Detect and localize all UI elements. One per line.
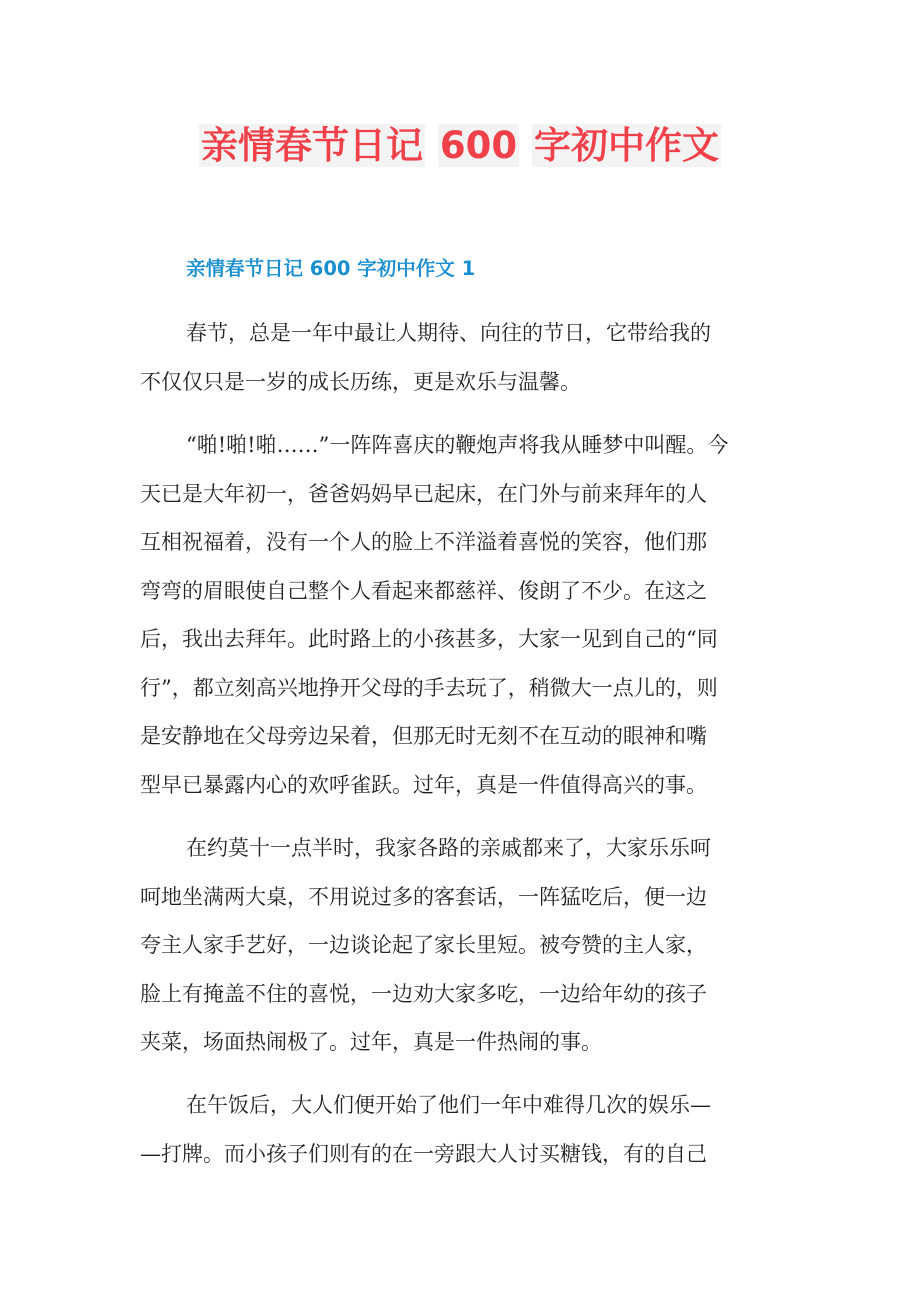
paragraph-line: 呵地坐满两大桌，不用说过多的客套话，一阵猛吃后，便一边 [140, 884, 707, 909]
paragraph-line: 弯弯的眉眼使自己整个人看起来都慈祥、俊朗了不少。在这之 [140, 578, 707, 603]
paragraph-line: —打牌。而小孩子们则有的在一旁跟大人讨买糖钱，有的自己 [140, 1141, 707, 1166]
paragraph-line: 互相祝福着，没有一个人的脸上不洋溢着喜悦的笑容，他们那 [140, 530, 707, 554]
paragraph-line: 天已是大年初一，爸爸妈妈早已起床，在门外与前来拜年的人 [140, 481, 707, 506]
paragraph-line: 不仅仅只是一岁的成长历练，更是欢乐与温馨。 [140, 369, 581, 394]
paragraph-line: “啪!啪!啪……”一阵阵喜庆的鞭炮声将我从睡梦中叫醒。今 [186, 433, 729, 457]
paragraph-line: 夹菜，场面热闹极了。过年，真是一件热闹的事。 [140, 1030, 602, 1054]
paragraph-line: 是安静地在父母旁边呆着，但那无时无刻不在互动的眼神和嘴 [140, 724, 707, 748]
paragraph [140, 309, 776, 406]
paragraph-line: 型早已暴露内心的欢呼雀跃。过年，真是一件值得高兴的事。 [140, 772, 707, 797]
paragraph-line: 行”，都立刻高兴地挣开父母的手去玩了，稍微大一点儿的，则 [140, 675, 718, 700]
paragraph-line: 脸上有掩盖不住的喜悦，一边劝大家多吃，一边给年幼的孩子 [140, 981, 707, 1006]
section-heading: 亲情春节日记 600 字初中作文 1 [186, 257, 476, 280]
title-part: 亲情春节日记 [200, 124, 423, 167]
paragraph-line: 夸主人家手艺好，一边谈论起了家长里短。被夸赞的主人家， [140, 933, 707, 957]
title-part: 字初中作文 [534, 124, 719, 167]
paragraph [140, 824, 776, 1067]
paragraph [140, 421, 776, 809]
paragraph-line: 春节，总是一年中最让人期待、向往的节日，它带给我的 [186, 321, 711, 345]
paragraph-line: 在午饭后，大人们便开始了他们一年中难得几次的娱乐— [186, 1093, 711, 1117]
title-part: 600 [439, 124, 518, 167]
paragraph-line: 在约莫十一点半时，我家各路的亲戚都来了，大家乐乐呵 [186, 836, 711, 860]
paragraph [140, 1081, 776, 1178]
document-title [0, 118, 920, 174]
paragraph-line: 后，我出去拜年。此时路上的小孩甚多，大家一见到自己的“同 [140, 627, 718, 651]
